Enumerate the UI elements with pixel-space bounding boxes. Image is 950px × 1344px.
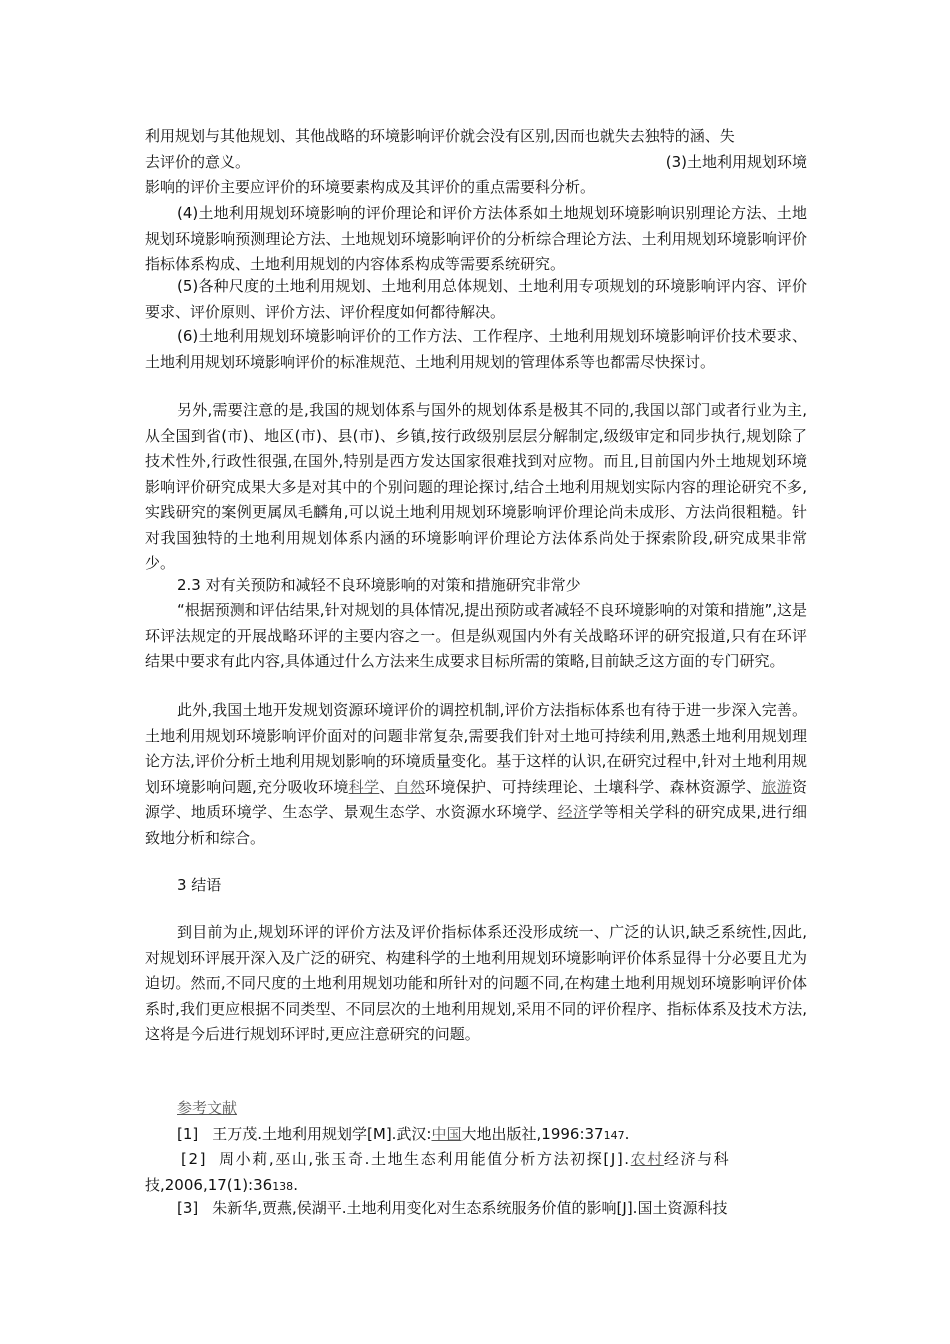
paragraph-item-5: (5)各种尺度的土地利用规划、土地利用总体规划、土地利用专项规划的环境影响评内容、评价要求、评价原则、评价方法、评价程度如何都待解决。	[145, 277, 807, 321]
link-rural[interactable]: 农村	[630, 1150, 664, 1168]
text-fragment: .	[624, 1125, 630, 1143]
text-line: 影响的评价主要应评价的环境要素构成及其评价的重点需要科分析。	[145, 178, 596, 196]
reference-2	[145, 1147, 807, 1199]
section-heading-3: 3 结语	[177, 876, 222, 894]
page-range: 138	[272, 1179, 294, 1193]
paragraph-item-6: (6)土地利用规划环境影响评价的工作方法、工作程序、土地利用规划环境影响评价技术要求、土地利用规划环境影响评价的标准规范、土地利用规划的管理体系等也都需尽快探讨。	[145, 327, 807, 371]
text-fragment: 经济与科	[663, 1150, 731, 1168]
ref-number: [2]	[181, 1150, 208, 1168]
link-nature[interactable]: 自然	[394, 777, 426, 796]
paragraph-continuation	[145, 124, 807, 201]
text-fragment: .	[293, 1175, 298, 1194]
text-fragment: 环境保护、可持续理论、土壤科学、森林资源学、	[425, 777, 762, 796]
text-fragment: 技,2006,17(1):36	[145, 1175, 273, 1194]
references-title[interactable]	[177, 1097, 237, 1118]
reference-1	[145, 1122, 807, 1149]
link-science[interactable]: 科学	[348, 777, 380, 796]
link-economy[interactable]: 经济	[557, 803, 589, 821]
text-fragment: 、	[379, 777, 395, 796]
paragraph-other: 另外,需要注意的是,我国的规划体系与国外的规划体系是极其不同的,我国以部门或者行业为主, 从全国到省(市)、地区(市)、县(市)、乡镇,按行政级别层层分解制定,级级审定和同步执行,规划除了技术性外,行政性很强,在国外,特别是西方发达国家很难找到对应物。而且,目前国内外土地规划环境影响评价研究成果大多是对其中的个别问题的理论探讨,结合土地利用规划实际内容的理论研究不多,实践研究的案例更属凤毛麟角,可以说土地利用规划环境影响评价理论尚未成形、方法尚很粗糙。针对我国独特的土地利用规划体系内涵的环境影响评价理论方法体系尚处于探索阶段,研究成果非常少。	[145, 401, 807, 572]
text-fragment: 去评价的意义。	[145, 152, 251, 171]
text-fragment: 王万茂.土地利用规划学[M].武汉:	[212, 1125, 432, 1143]
text-fragment: 学等相关学科的研究成果,进行细致地分析和综合。	[145, 803, 807, 847]
paragraph-item-4: (4)土地利用规划环境影响的评价理论和评价方法体系如土地规划环境影响识别理论方法、土地规划环境影响预测理论方法、土地规划环境影响评价的分析综合理论方法、土利用规划环境影响评价指标体系构成、土地利用规划的内容体系构成等需要系统研究。	[145, 204, 807, 273]
link-china[interactable]: 中国	[431, 1125, 462, 1143]
text-line	[145, 1147, 807, 1173]
link-tourism[interactable]: 旅游	[761, 777, 792, 796]
ref-number: [3]	[177, 1199, 199, 1217]
paragraph-conclusion: 到目前为止,规划环评的评价方法及评价指标体系还没形成统一、广泛的认识,缺乏系统性,因此,对规划环评展开深入及广泛的研究、构建科学的土地利用规划环境影响评价体系显得十分必要且尤为迫切。然而,不同尺度的土地利用规划功能和所针对的问题不同,在构建土地利用规划环境影响评价体系时,我们更应根据不同类型、不同层次的土地利用规划,采用不同的评价程序、指标体系及技术方法,这将是今后进行规划环评时,更应注意研究的问题。	[145, 923, 807, 1043]
paragraph-countermeasures: “根据预测和评估结果,针对规划的具体情况,提出预防或者减轻不良环境影响的对策和措施”,这是环评法规定的开展战略环评的主要内容之一。但是纵观国内外有关战略环评的研究报道,只有在环评结果中要求有此内容,具体通过什么方法来生成要求目标所需的策略,目前缺乏这方面的专门研究。	[145, 601, 807, 670]
item-3-start: (3)土地利用规划环境	[665, 152, 807, 171]
reference-3	[145, 1196, 807, 1222]
text-line: 利用规划与其他规划、其他战略的环境影响评价就会没有区别,因而也就失去独特的涵、失	[145, 127, 735, 145]
text-line	[145, 150, 807, 176]
text-fragment: 周小莉,巫山,张玉奇.土地生态利用能值分析方法初探[J].	[219, 1150, 631, 1168]
ref-number: [1]	[177, 1125, 199, 1143]
text-fragment: 大地出版社,1996:37	[461, 1125, 604, 1143]
text-fragment: 此外,我国土地开发规划资源环境评价的调控机制,评价方法指标体系也有待于进一步深入完善。土地利用规划环境影响评价面对的问题非常复杂,需要我们针对土地可持续利用,熟悉土地利用规划理论方法,评价分析土地利用规划影响的环境质量变化。基于这样的认识,在研究过程中,针对土地利用规划环境影响问题,充分吸收环境	[145, 701, 807, 796]
section-heading-2-3: 2.3 对有关预防和减轻不良环境影响的对策和措施研究非常少	[177, 576, 581, 594]
text-fragment: 资源学、地质环境学、生态学、景观生态学、水资源水环境学、	[145, 777, 807, 821]
references-link[interactable]: 参考文献	[177, 1099, 238, 1117]
paragraph-furthermore	[145, 698, 807, 851]
text-fragment: 朱新华,贾燕,侯湖平.土地利用变化对生态系统服务价值的影响[J].国土资源科技	[212, 1199, 728, 1217]
page-range: 147	[603, 1129, 625, 1142]
